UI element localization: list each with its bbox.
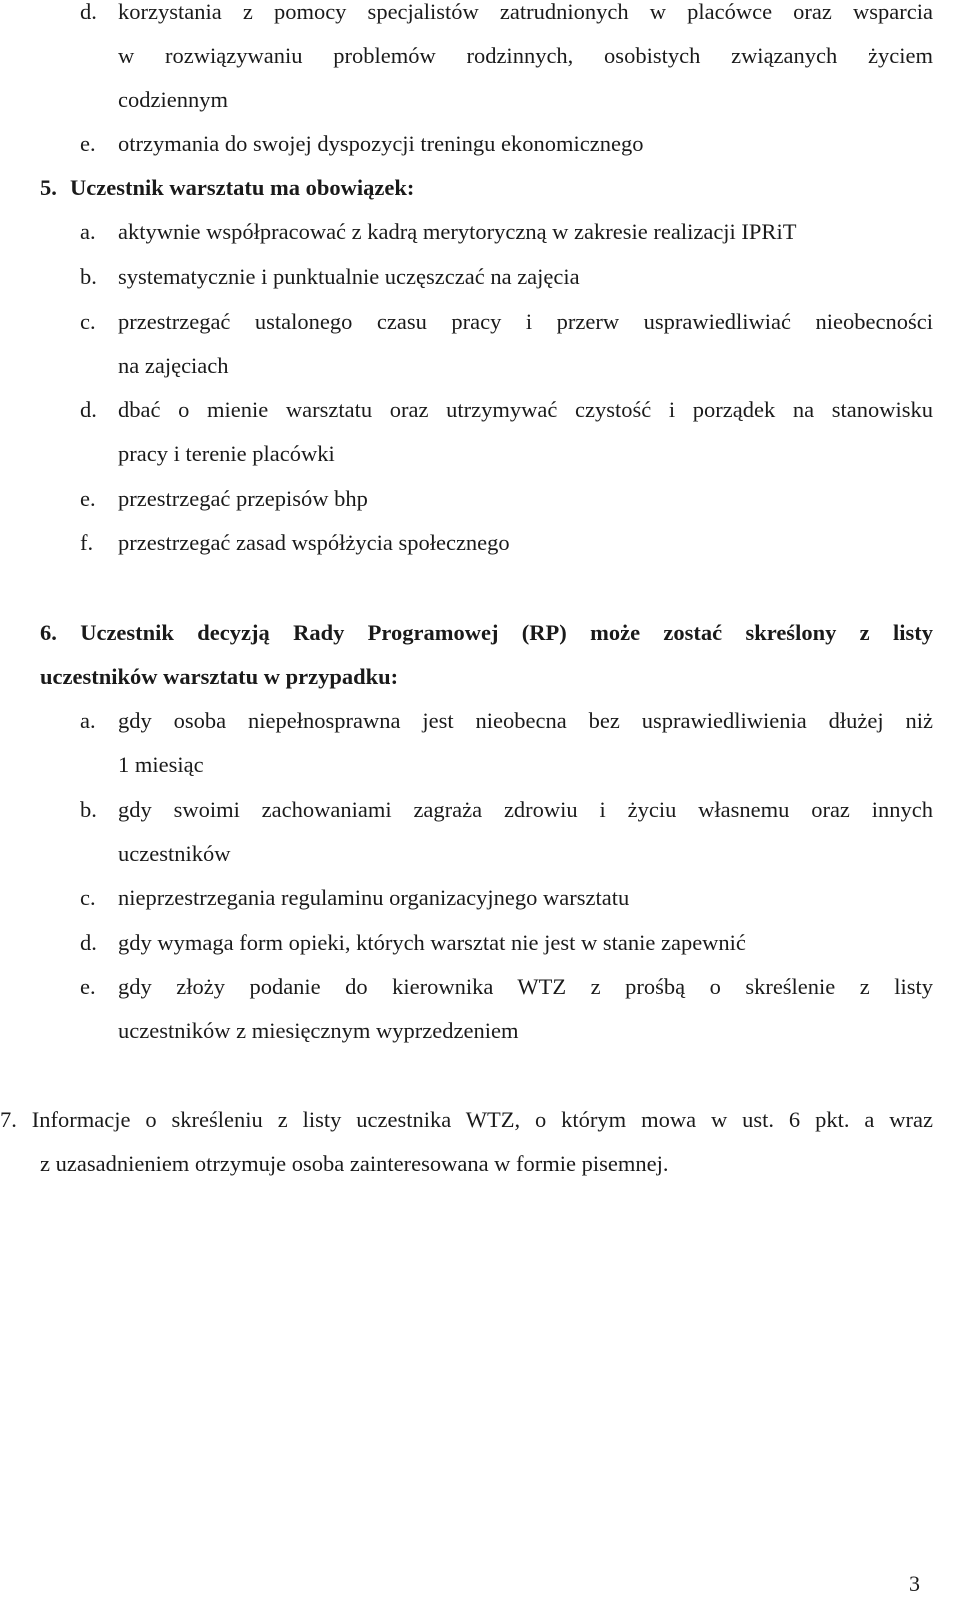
item-letter: e. bbox=[80, 974, 96, 999]
item-letter: e. bbox=[80, 486, 96, 511]
item-letter: c. bbox=[80, 309, 96, 334]
item-text-line: przestrzegać zasad współżycia społecznego bbox=[118, 530, 510, 555]
item-text-line: uczestników z miesięcznym wyprzedzeniem bbox=[118, 1018, 519, 1043]
item-text-line: codziennym bbox=[118, 87, 228, 112]
section-heading: uczestników warsztatu w przypadku: bbox=[40, 664, 399, 689]
page-number: 3 bbox=[909, 1571, 920, 1596]
section-text-line: 7. Informacje o skreśleniu z listy uczestnika WTZ, o którym mowa w ust. 6 pkt. a wraz bbox=[0, 1107, 933, 1132]
item-letter: e. bbox=[80, 131, 96, 156]
item-text-line: korzystania z pomocy specjalistów zatrudnionych w placówce oraz wsparcia bbox=[118, 0, 933, 24]
item-letter: d. bbox=[80, 930, 97, 955]
item-text-line: pracy i terenie placówki bbox=[118, 441, 335, 466]
item-letter: d. bbox=[80, 0, 97, 24]
item-text-line: gdy swoimi zachowaniami zagraża zdrowiu i życiu własnemu oraz innych bbox=[118, 797, 933, 822]
item-letter: f. bbox=[80, 530, 94, 555]
section-text-line: z uzasadnieniem otrzymuje osoba zainteresowana w formie pisemnej. bbox=[40, 1151, 669, 1176]
item-letter: c. bbox=[80, 885, 96, 910]
item-text-line: 1 miesiąc bbox=[118, 752, 204, 777]
item-text-line: przestrzegać ustalonego czasu pracy i przerw usprawiedliwiać nieobecności bbox=[118, 309, 933, 334]
item-text-line: uczestników bbox=[118, 841, 231, 866]
item-letter: a. bbox=[80, 708, 96, 733]
item-text-line: na zajęciach bbox=[118, 353, 229, 378]
item-text-line: przestrzegać przepisów bhp bbox=[118, 486, 368, 511]
item-text-line: dbać o mienie warsztatu oraz utrzymywać czystość i porządek na stanowisku bbox=[118, 397, 933, 422]
item-letter: b. bbox=[80, 264, 97, 289]
item-letter: b. bbox=[80, 797, 97, 822]
section-number: 5. bbox=[40, 175, 57, 200]
item-text-line: otrzymania do swojej dyspozycji treningu ekonomicznego bbox=[118, 131, 644, 156]
item-text-line: gdy złoży podanie do kierownika WTZ z prośbą o skreślenie z listy bbox=[118, 974, 933, 999]
item-text-line: gdy osoba niepełnosprawna jest nieobecna bez usprawiedliwienia dłużej niż bbox=[118, 708, 933, 733]
section-heading: 6. Uczestnik decyzją Rady Programowej (RP) może zostać skreślony z listy bbox=[40, 620, 933, 645]
item-text-line: gdy wymaga form opieki, których warsztat nie jest w stanie zapewnić bbox=[118, 930, 746, 955]
item-letter: a. bbox=[80, 219, 96, 244]
item-letter: d. bbox=[80, 397, 97, 422]
section-heading: Uczestnik warsztatu ma obowiązek: bbox=[70, 175, 415, 200]
item-text-line: aktywnie współpracować z kadrą merytoryczną w zakresie realizacji IPRiT bbox=[118, 219, 797, 244]
item-text-line: systematycznie i punktualnie uczęszczać na zajęcia bbox=[118, 264, 580, 289]
item-text-line: nieprzestrzegania regulaminu organizacyjnego warsztatu bbox=[118, 885, 630, 910]
item-text-line: w rozwiązywaniu problemów rodzinnych, osobistych związanych życiem bbox=[118, 43, 933, 68]
